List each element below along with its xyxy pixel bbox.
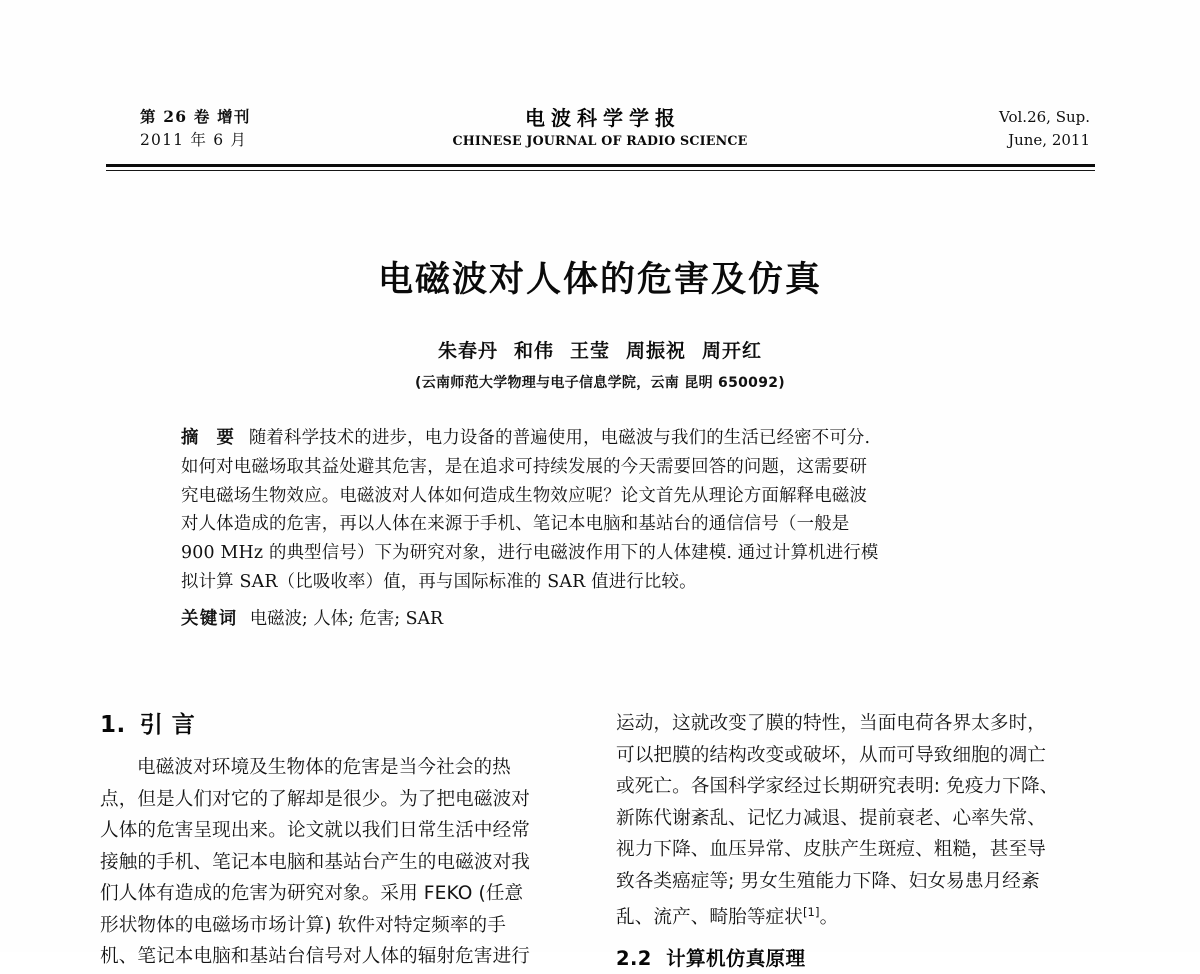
body-line: 运动，这就改变了膜的特性，当面电荷各界太多时， xyxy=(616,713,1046,734)
body-line: 或死亡。各国科学家经过长期研究表明: 免疫力下降、 xyxy=(616,776,1059,797)
keywords-block xyxy=(181,605,443,633)
header-rule-thin xyxy=(106,170,1095,171)
abstract-line: 究电磁场生物效应。电磁波对人体如何造成生物效应呢？论文首先从理论方面解释电磁波 xyxy=(181,485,868,506)
paragraph-effects xyxy=(616,708,1094,934)
date-label-cn: 2011 年 6 月 xyxy=(140,131,248,149)
paragraph-intro xyxy=(100,752,570,973)
section-number: 1. xyxy=(100,712,126,738)
masthead-right xyxy=(999,106,1090,153)
body-column-right xyxy=(616,708,1094,974)
body-column-left xyxy=(100,708,570,973)
date-label-en: June, 2011 xyxy=(1008,131,1090,149)
body-line-with-reference xyxy=(616,897,1094,934)
section-number: 2.2 xyxy=(616,946,652,970)
journal-title-en: CHINESE JOURNAL OF RADIO SCIENCE xyxy=(452,134,748,149)
section-heading-2-2 xyxy=(616,944,1094,974)
page-title: 电磁波对人体的危害及仿真 xyxy=(377,260,822,300)
author-name: 朱春丹 xyxy=(437,340,498,362)
author-name: 周开红 xyxy=(702,340,763,362)
body-line: 可以把膜的结构改变或破坏，从而可导致细胞的凋亡 xyxy=(616,744,1046,766)
section-heading-1 xyxy=(100,708,570,742)
author-list xyxy=(0,336,1200,363)
body-line: 致各类癌症等; 男女生殖能力下降、妇女易患月经紊 xyxy=(616,870,1040,892)
keywords-text: 电磁波; 人体; 危害; SAR xyxy=(249,609,444,629)
section-title: 计算机仿真原理 xyxy=(666,946,806,970)
journal-title-cn: 电波科学学报 xyxy=(525,106,681,130)
abstract-block xyxy=(181,424,1021,597)
reference-marker: [1] xyxy=(802,905,820,919)
abstract-line-text: 随着科学技术的进步，电力设备的普遍使用，电磁波与我们的生活已经密不可分. xyxy=(248,428,871,448)
body-line: 接触的手机、笔记本电脑和基站台产生的电磁波对我 xyxy=(100,851,530,873)
author-name: 王莹 xyxy=(569,340,610,362)
body-line: 视力下降、血压异常、皮肤产生斑痘、粗糙，甚至导 xyxy=(616,839,1046,860)
body-line-text: 乱、流产、畸胎等症状 xyxy=(616,907,803,929)
volume-label-en: Vol.26, Sup. xyxy=(999,108,1090,126)
volume-label-cn: 第 26 卷 增刊 xyxy=(140,107,251,126)
body-line: 点，但是人们对它的了解却是很少。为了把电磁波对 xyxy=(100,788,530,810)
masthead-center xyxy=(105,106,1095,154)
body-line: 机、笔记本电脑和基站台信号对人体的辐射危害进行 xyxy=(100,946,530,967)
body-line: 人体的危害呈现出来。论文就以我们日常生活中经常 xyxy=(100,820,530,841)
body-line: 电磁波对环境及生物体的危害是当今社会的热 xyxy=(137,757,511,778)
body-line: 们人体有造成的危害为研究对象。采用 FEKO (任意 xyxy=(100,883,524,904)
header-rule-thick xyxy=(106,164,1095,167)
running-head xyxy=(105,106,1095,164)
body-line: 新陈代谢紊乱、记忆力减退、提前衰老、心率失常、 xyxy=(616,807,1046,829)
author-name: 和伟 xyxy=(513,340,554,362)
keywords-label: 关键词 xyxy=(181,609,238,629)
abstract-label: 摘 要 xyxy=(181,428,240,448)
author-name: 周振祝 xyxy=(626,340,687,362)
section-title: 引 言 xyxy=(139,712,196,738)
body-line: 形状物体的电磁场市场计算) 软件对特定频率的手 xyxy=(100,914,506,936)
affiliation: (云南师范大学物理与电子信息学院，云南 昆明 650092) xyxy=(415,375,785,391)
abstract-line xyxy=(181,424,1021,453)
abstract-line: 如何对电磁场取其益处避其危害，是在追求可持续发展的今天需要回答的问题，这需要研 xyxy=(181,456,868,477)
body-line-end: 。 xyxy=(819,907,839,929)
abstract-line: 拟计算 SAR（比吸收率）值，再与国际标准的 SAR 值进行比较。 xyxy=(181,571,697,592)
abstract-line: 900 MHz 的典型信号）下为研究对象，进行电磁波作用下的人体建模. 通过计算机进行模 xyxy=(181,543,879,564)
abstract-line: 对人体造成的危害，再以人体在来源于手机、笔记本电脑和基站台的通信信号（一般是 xyxy=(181,514,850,535)
